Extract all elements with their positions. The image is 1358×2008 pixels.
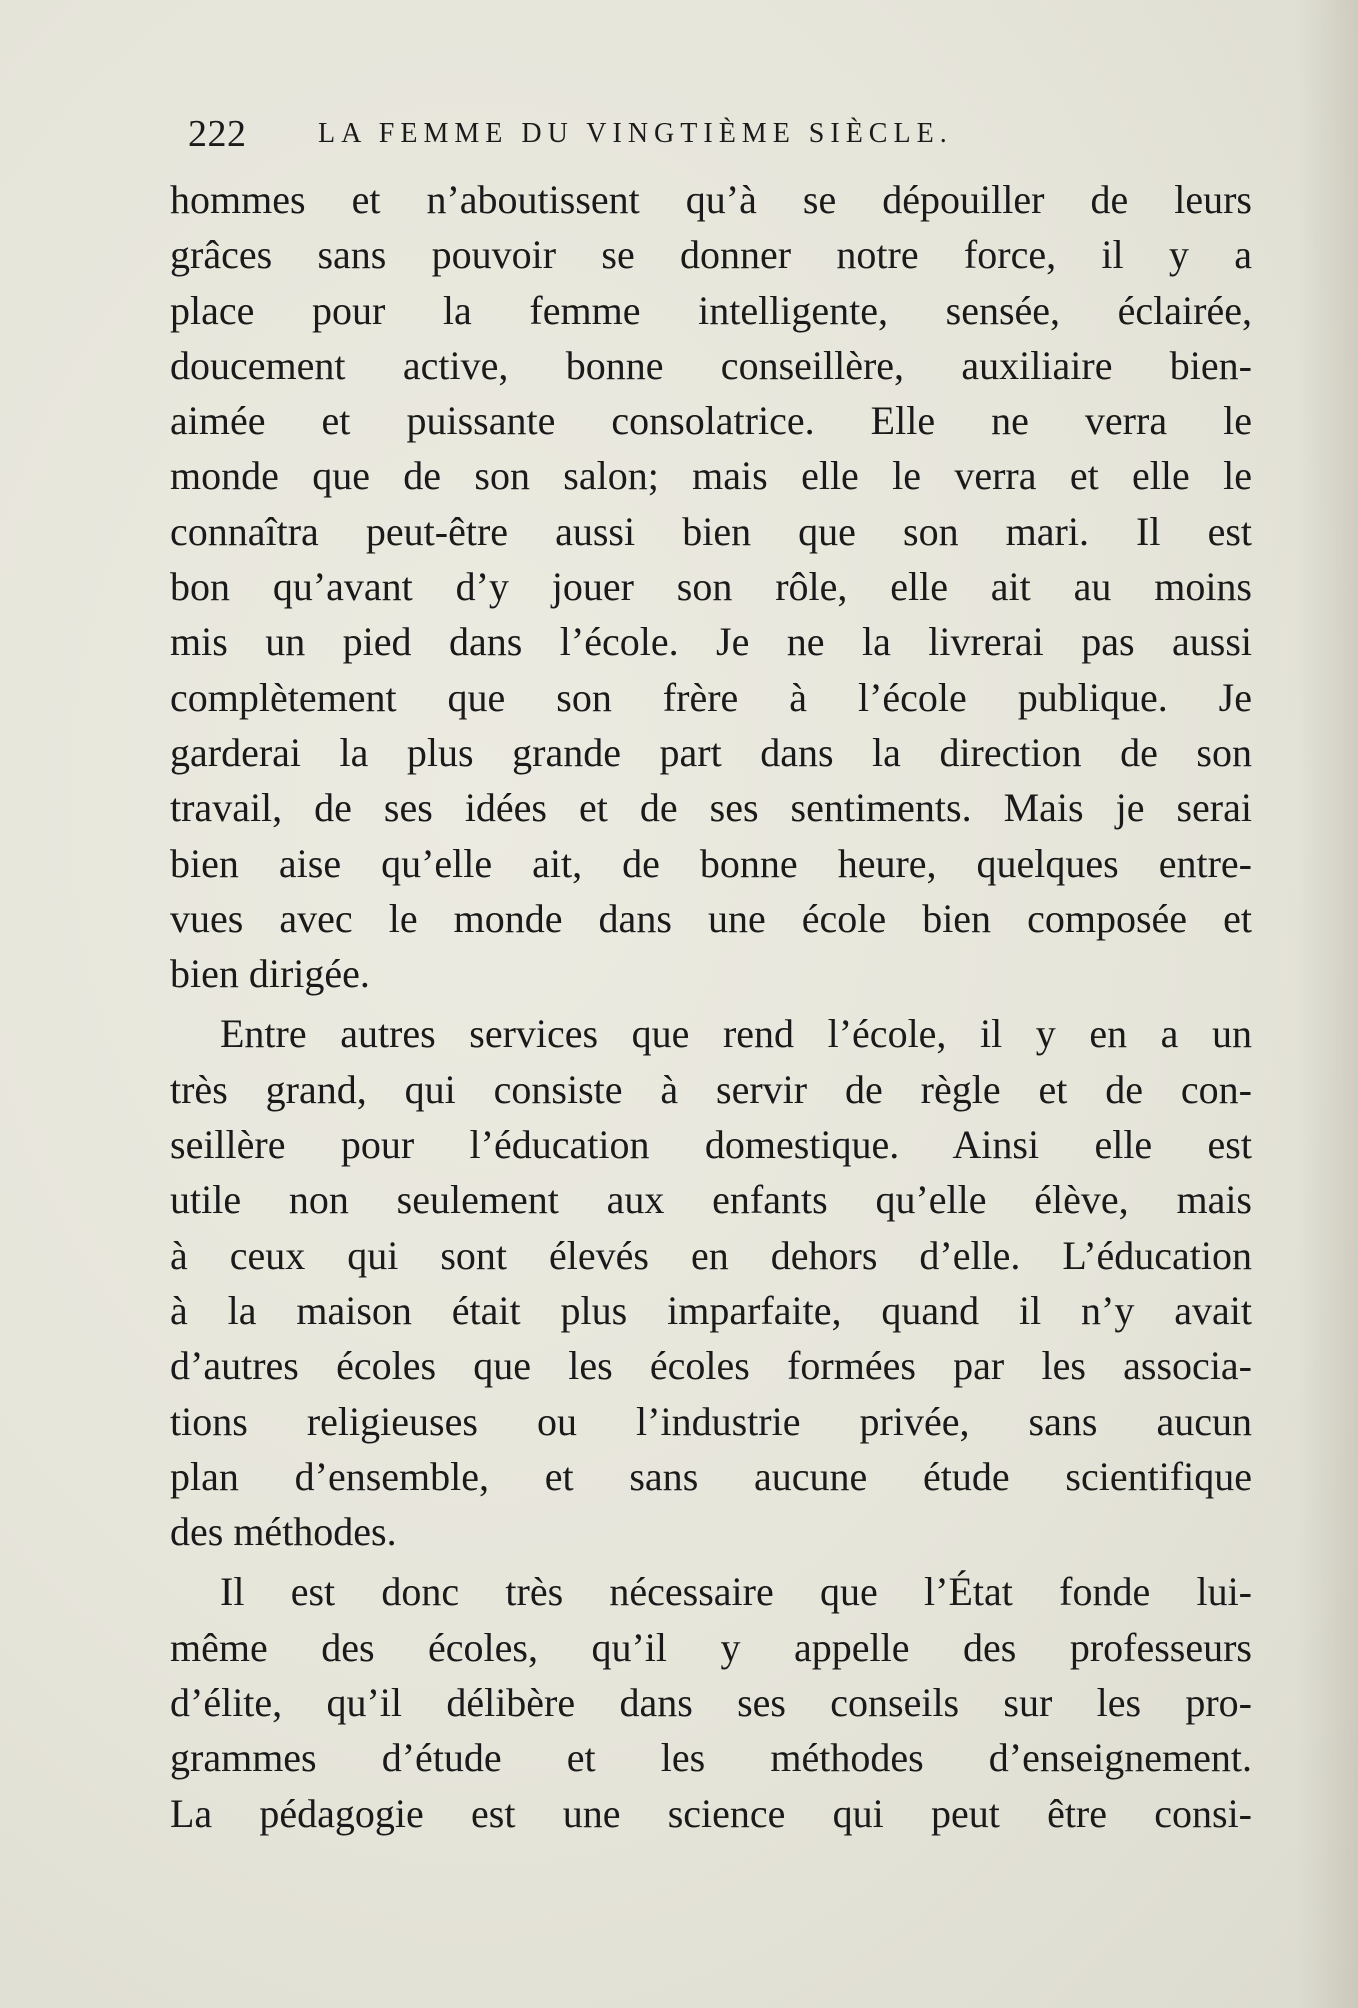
text-line: utile non seulement aux enfants qu’elle élève, mais [170,1177,1252,1223]
text-line: doucement active, bonne conseillère, auxiliaire bien- [170,342,1252,388]
text-line: très grand, qui consiste à servir de règle et de con- [170,1066,1252,1112]
text-line: tions religieuses ou l’industrie privée, sans aucun [170,1398,1252,1444]
text-line: La pédagogie est une science qui peut être consi- [170,1790,1252,1836]
text-line: complètement que son frère à l’école publique. Je [170,674,1252,720]
text-line: vues avec le monde dans une école bien composée et [170,895,1252,941]
text-line: place pour la femme intelligente, sensée, éclairée, [170,287,1252,333]
text-line: bon qu’avant d’y jouer son rôle, elle ait au moins [170,564,1252,610]
text-line: d’élite, qu’il délibère dans ses conseils sur les pro- [170,1680,1252,1726]
text-line: Entre autres services que rend l’école, il y en a un [220,1011,1252,1057]
text-line: travail, de ses idées et de ses sentiments. Mais je serai [170,785,1252,831]
paragraph [170,1564,1252,1840]
text-line: même des écoles, qu’il y appelle des professeurs [170,1624,1252,1670]
text-line: des méthodes. [170,1509,397,1555]
page-edge-shadow [1298,0,1358,2008]
text-line: seillère pour l’éducation domestique. Ainsi elle est [170,1122,1252,1168]
text-line: garderai la plus grande part dans la direction de son [170,729,1252,775]
body-text [170,172,1252,1841]
text-line: bien dirigée. [170,951,370,997]
text-line: connaîtra peut-être aussi bien que son mari. Il est [170,508,1252,554]
text-line: plan d’ensemble, et sans aucune étude scientifique [170,1453,1252,1499]
text-line: d’autres écoles que les écoles formées par les associa- [170,1343,1252,1389]
running-title: LA FEMME DU VINGTIÈME SIÈCLE. [318,118,953,149]
text-line: à la maison était plus imparfaite, quand il n’y avait [170,1287,1252,1333]
text-line: aimée et puissante consolatrice. Elle ne verra le [170,398,1252,444]
text-line: grâces sans pouvoir se donner notre force, il y a [170,232,1252,278]
text-line: hommes et n’aboutissent qu’à se dépouiller de leurs [170,177,1252,222]
paragraph [170,1006,1252,1559]
text-line: bien aise qu’elle ait, de bonne heure, quelques entre- [170,840,1252,886]
paragraph [170,172,1252,1001]
text-line: mis un pied dans l’école. Je ne la livrerai pas aussi [170,619,1252,665]
text-line: à ceux qui sont élevés en dehors d’elle. L’éducation [170,1232,1252,1278]
page-number: 222 [188,113,247,155]
text-line: grammes d’étude et les méthodes d’enseignement. [170,1735,1252,1781]
text-line: Il est donc très nécessaire que l’État fonde lui- [220,1569,1252,1615]
text-line: monde que de son salon; mais elle le verra et elle le [170,453,1252,499]
page-header [188,112,1148,162]
